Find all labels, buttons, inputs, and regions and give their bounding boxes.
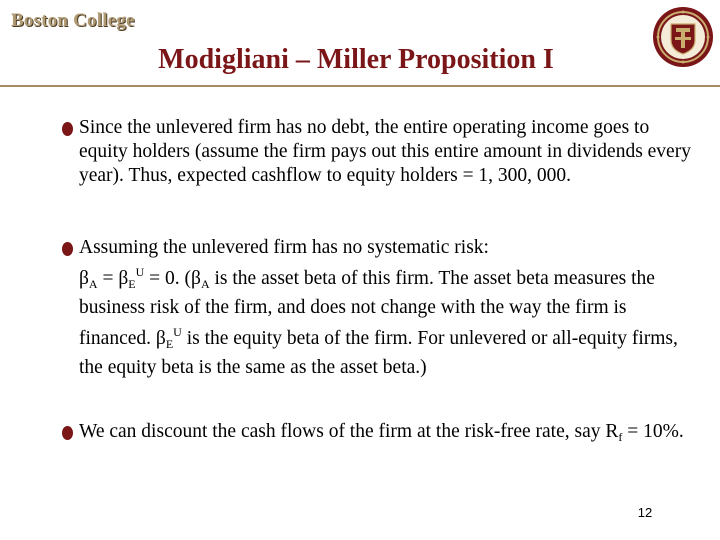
beta-symbol: β — [155, 328, 166, 349]
brand-logo-text: Boston College — [11, 10, 135, 31]
equals-zero-text: = 0. ( — [144, 268, 192, 289]
bullet-dot-icon — [62, 122, 73, 136]
beta-symbol: β — [191, 268, 201, 289]
subscript-f: f — [618, 430, 623, 444]
beta-symbol: β — [118, 268, 129, 289]
bullet-text-3 — [79, 420, 701, 449]
bullet-2-lead: Assuming the unlevered firm has no systematic risk: — [79, 237, 489, 258]
bullet-text-2 — [79, 236, 701, 380]
page-number: 12 — [637, 505, 653, 520]
bullet-dot-icon — [62, 426, 73, 440]
bullet-dot-icon — [62, 242, 73, 256]
bullet-text-1: Since the unlevered firm has no debt, the entire operating income goes to equity holders (assume the firm pays out this entire amount in dividends every year). Thus, expected cashflow to equity holders = 1, 300, 000. — [79, 117, 691, 186]
slide-title: Modigliani – Miller Proposition I — [158, 44, 554, 75]
superscript-u: U — [135, 265, 145, 279]
bullet-3-text: We can discount the cash flows of the firm at the risk-free rate, say R — [79, 421, 619, 442]
superscript-u: U — [173, 325, 182, 339]
equity-beta-explanation: is the equity beta of the firm. For unlevered or all-equity firms, the equity beta is the same as the asset beta.) — [79, 328, 678, 378]
subscript-e: E — [128, 277, 136, 291]
subscript-a: A — [88, 277, 98, 291]
asset-beta-explanation: is the asset beta of this firm. The asset beta measures the business risk of the firm, and does not change with the way the firm is financed. — [79, 268, 655, 349]
beta-symbol: β — [79, 268, 89, 289]
subscript-a: A — [200, 277, 210, 291]
subscript-e: E — [165, 337, 174, 351]
title-divider — [0, 85, 720, 87]
equals-text: = — [97, 268, 119, 289]
bullet-3-tail: = 10%. — [622, 421, 684, 442]
